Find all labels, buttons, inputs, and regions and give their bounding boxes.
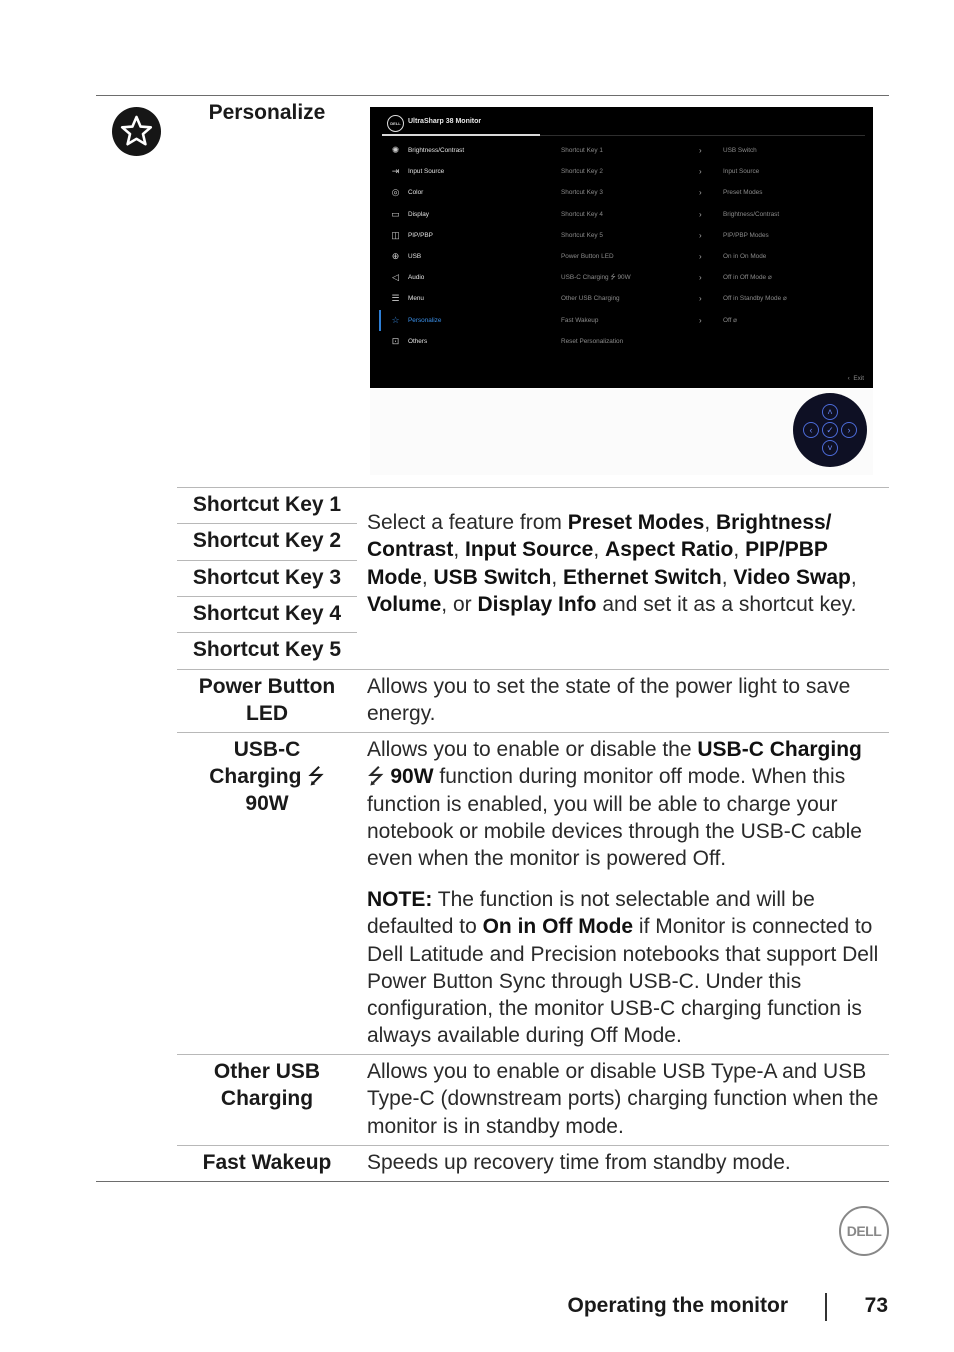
osd-value: PIP/PBP Modes [723,231,769,239]
chevron-right-icon: › [699,188,702,198]
fast-wakeup-description: Speeds up recovery time from standby mode. [367,1151,791,1174]
footer-section-title: Operating the monitor [567,1294,788,1317]
bottom-rule [96,1181,889,1182]
osd-menu-row[interactable] [370,161,873,182]
usb-icon: ⊕ [391,251,400,261]
shortcut-key-4-label: Shortcut Key 4 [192,602,342,625]
usbc-charging-note: NOTE: The function is not selectable and will be defaulted to On in Off Mode if Monitor is connected to Dell Latitude and Precision notebooks that support Dell Power Button Sync through USB-C. Under this configuration, the monitor USB-C charging function is always available during Off Mode. [367,888,879,1048]
osd-menu-row[interactable] [370,267,873,288]
osd-main-item[interactable]: Others [408,337,428,345]
shortcut-key-3-label: Shortcut Key 3 [192,566,342,589]
check-icon: ✓ [822,422,838,438]
personalize-star-icon: ☆ [391,314,400,325]
top-rule [96,95,889,96]
osd-main-item[interactable]: Color [408,189,424,197]
charging-plug-icon: ⭍ [307,765,325,788]
power-button-led-description: Allows you to set the state of the power light to save energy. [367,675,851,726]
row-divider [177,1054,889,1055]
chevron-right-icon: › [699,273,702,283]
osd-value: Off in Standby Mode ⌀ [723,295,787,303]
osd-tab-underline [382,134,540,136]
osd-menu-screenshot [370,107,873,388]
other-usb-charging-description: Allows you to enable or disable USB Type-A and USB Type-C (downstream ports) charging function when the monitor is in standby mode. [367,1060,879,1138]
personalize-label: Personalize [208,101,326,124]
osd-main-item[interactable]: Display [408,210,429,218]
osd-value: Off ⌀ [723,316,738,324]
usbc-label-line1: USB-C [233,738,301,761]
menu-icon: ☰ [391,293,400,304]
shortcut-key-description: Select a feature from Preset Modes, Brightness/ Contrast, Input Source, Aspect Ratio, PIP/PBP Mode, USB Switch, Ethernet Switch, Video Swap, Volume, or Display Info and set it as a shortcut key. [367,511,857,616]
charging-plug-icon: ⭍ [367,765,385,789]
osd-menu-row[interactable] [370,225,873,246]
chevron-right-icon: › [699,315,702,325]
usbc-charging-description: Allows you to enable or disable the USB-C Charging ⭍ 90W function during monitor off mode. When this function is enabled, you will be able to charge your notebook or mobile devices through the USB-C cable even when the monitor is powered Off. [367,738,862,871]
chevron-up-icon: ˄ [822,404,838,420]
osd-main-item[interactable]: Audio [408,274,425,282]
input-source-icon: ⇥ [391,166,400,177]
osd-exit [848,375,864,382]
audio-icon: ◁ [392,272,399,283]
osd-value: On in On Mode [723,253,767,260]
chevron-right-icon: › [699,167,702,177]
osd-main-item[interactable]: Brightness/Contrast [408,147,465,154]
chevron-right-icon: › [699,146,702,155]
shortcut-key-1-label: Shortcut Key 1 [192,493,342,516]
osd-sub-item[interactable]: Shortcut Key 5 [561,231,603,239]
osd-sub-item[interactable]: Fast Wakeup [561,316,599,324]
row-divider [177,732,889,733]
row-divider [177,523,357,524]
page-number: 73 [864,1294,888,1317]
row-divider [177,669,889,670]
osd-main-item[interactable]: PIP/PBP [408,231,433,239]
row-divider [177,560,357,561]
osd-separator [540,135,865,136]
row-divider [177,632,357,633]
osd-dell-logo: DELL [387,115,404,132]
row-divider [177,1145,889,1146]
osd-menu-row[interactable] [370,246,873,267]
osd-value: USB Switch [723,147,757,154]
osd-sub-item[interactable]: Shortcut Key 1 [561,147,603,154]
chevron-right-icon: › [699,209,702,219]
osd-main-item[interactable]: Personalize [408,316,442,324]
row-divider [177,487,889,488]
osd-menu-row[interactable] [370,182,873,203]
usbc-label-line2: Charging ⭍ [209,765,325,788]
osd-sub-item[interactable]: Power Button LED [561,253,614,260]
usbc-label-line3: 90W [245,792,289,815]
chevron-down-icon: ˅ [822,440,838,456]
osd-menu-row[interactable] [370,310,873,331]
joystick-icon [793,393,867,467]
osd-menu-row[interactable] [370,288,873,309]
chevron-right-icon: › [699,252,702,261]
osd-value: Preset Modes [723,189,763,197]
osd-sub-item[interactable]: Shortcut Key 2 [561,168,603,176]
chevron-left-icon: ‹ [847,375,850,382]
chevron-left-icon: ‹ [803,422,819,438]
personalize-star-icon [112,107,161,156]
osd-main-item[interactable]: Menu [408,295,424,303]
others-icon: ⊡ [391,335,400,346]
color-icon: ◎ [391,187,400,198]
pip-pbp-icon: ◫ [391,229,400,240]
osd-menu-row[interactable] [370,204,873,225]
osd-exit-label: Exit [853,375,864,382]
usbc-charging-label [177,736,357,817]
osd-main-item[interactable]: USB [408,253,422,260]
osd-value: Input Source [723,168,760,176]
fast-wakeup-label: Fast Wakeup [202,1151,332,1174]
other-usb-charging-label: Other USB Charging [213,1060,321,1110]
shortcut-key-5-label: Shortcut Key 5 [192,638,342,661]
footer-divider [825,1293,827,1321]
osd-value: Off in Off Mode ⌀ [723,274,772,282]
osd-main-item[interactable]: Input Source [408,168,445,176]
chevron-right-icon: › [841,422,857,438]
osd-value: Brightness/Contrast [723,210,780,218]
osd-sub-item[interactable]: Shortcut Key 4 [561,210,603,218]
row-divider [177,596,357,597]
brightness-icon: ✺ [391,145,400,155]
osd-sub-item[interactable]: Other USB Charging [561,295,620,303]
display-icon: ▭ [391,208,400,219]
dell-logo: DELL [839,1206,889,1256]
osd-menu-row[interactable] [370,140,873,161]
chevron-right-icon: › [699,230,702,240]
osd-sub-item[interactable]: Shortcut Key 3 [561,189,603,197]
osd-title: UltraSharp 38 Monitor [408,118,482,125]
osd-menu-row[interactable] [370,331,873,352]
shortcut-key-2-label: Shortcut Key 2 [192,529,342,552]
osd-sub-item[interactable]: Reset Personalization [561,337,624,345]
osd-sub-item[interactable]: USB-C Charging ⭍ 90W [561,274,631,282]
chevron-right-icon: › [699,294,702,304]
power-button-led-label: Power Button LED [198,675,336,725]
osd-active-indicator [379,310,381,331]
